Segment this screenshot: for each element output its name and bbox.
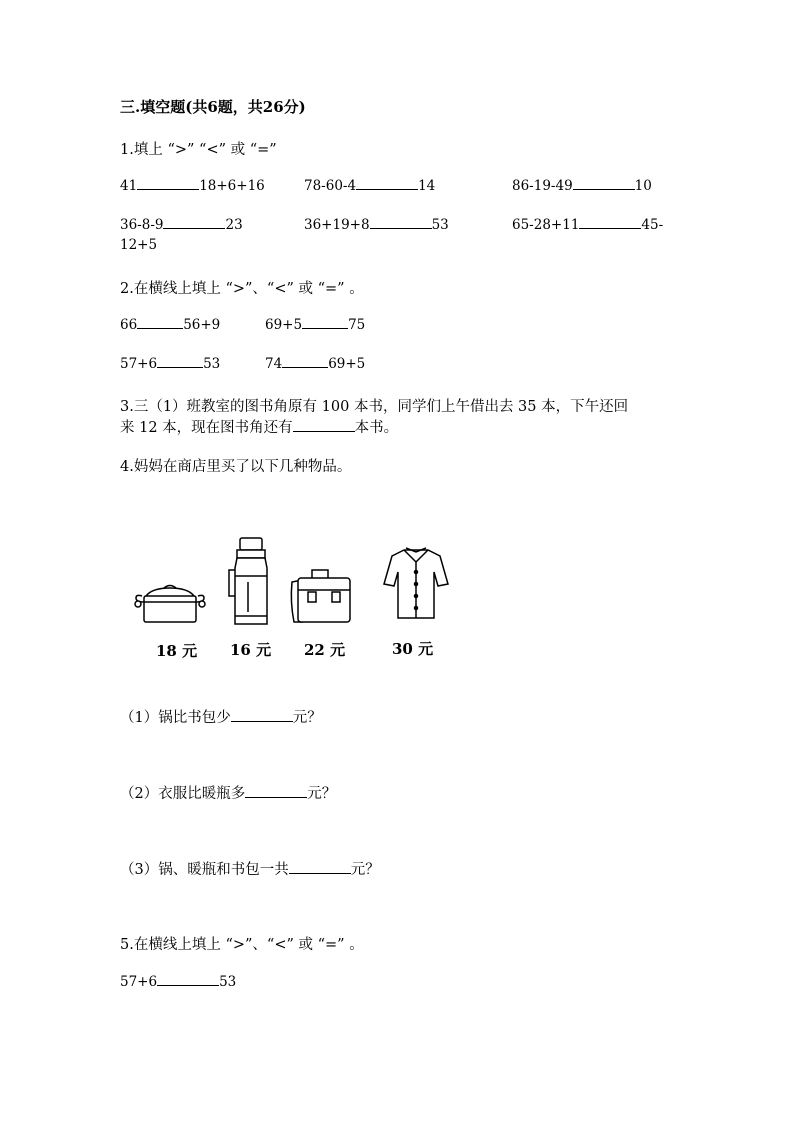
shirt-price: 30 元	[392, 640, 434, 658]
q5-prompt: 5.在横线上填上 “>”、“<” 或 “=” 。	[120, 937, 364, 953]
q2-prompt: 2.在横线上填上 “>”、“<” 或 “=” 。	[120, 281, 364, 297]
q1-item-3: 86-19-49 10	[512, 178, 652, 194]
q1-item-2: 78-60-4 14	[304, 178, 436, 194]
answer-blank[interactable]	[137, 316, 183, 329]
thermos-icon	[226, 536, 276, 628]
answer-blank[interactable]	[370, 216, 432, 229]
q4-sub-3: （3）锅、暖瓶和书包一共 元？	[120, 862, 380, 878]
q1-prompt: 1.填上 “>” “<” 或 “=”	[120, 142, 277, 158]
answer-blank[interactable]	[293, 419, 355, 432]
q4-prompt: 4.妈妈在商店里买了以下几种物品。	[120, 459, 352, 475]
q4-sub-2: （2）衣服比暖瓶多 元？	[120, 786, 337, 802]
q3-line-1: 3.三（1）班教室的图书角原有 100 本书，同学们上午借出去 35 本，下午还回	[120, 399, 629, 415]
answer-blank[interactable]	[157, 355, 203, 368]
q4-sub-1: （1）锅比书包少 元？	[120, 710, 322, 726]
answer-blank[interactable]	[289, 861, 351, 874]
thermos-price: 16 元	[230, 641, 272, 659]
q1-item-5: 36+19+8 53	[304, 217, 449, 233]
pot-icon	[130, 580, 210, 630]
q1-item-6: 65-28+11 45-	[512, 217, 664, 233]
answer-blank[interactable]	[163, 216, 225, 229]
q2-item-3: 57+6 53	[120, 356, 221, 372]
answer-blank[interactable]	[231, 709, 293, 722]
q3-line-2: 来 12 本，现在图书角还有 本书。	[120, 420, 399, 436]
answer-blank[interactable]	[356, 177, 418, 190]
q1-item-4: 36-8-9 23	[120, 217, 243, 233]
q1-item-6-continued: 12+5	[120, 237, 158, 253]
answer-blank[interactable]	[137, 177, 199, 190]
q2-item-4: 74 69+5	[265, 356, 366, 372]
answer-blank[interactable]	[157, 973, 219, 986]
answer-blank[interactable]	[302, 316, 348, 329]
answer-blank[interactable]	[573, 177, 635, 190]
answer-blank[interactable]	[579, 216, 641, 229]
pot-price: 18 元	[156, 642, 198, 660]
q5-item: 57+6 53	[120, 974, 237, 990]
q1-item-1: 41 18+6+16	[120, 178, 265, 194]
q2-item-2: 69+5 75	[265, 317, 366, 333]
shirt-icon	[382, 544, 450, 620]
schoolbag-icon	[288, 568, 354, 624]
schoolbag-price: 22 元	[304, 641, 346, 659]
q2-item-1: 66 56+9	[120, 317, 221, 333]
answer-blank[interactable]	[245, 785, 307, 798]
answer-blank[interactable]	[282, 355, 328, 368]
section-title: 三.填空题(共6题，共26分)	[120, 98, 306, 116]
